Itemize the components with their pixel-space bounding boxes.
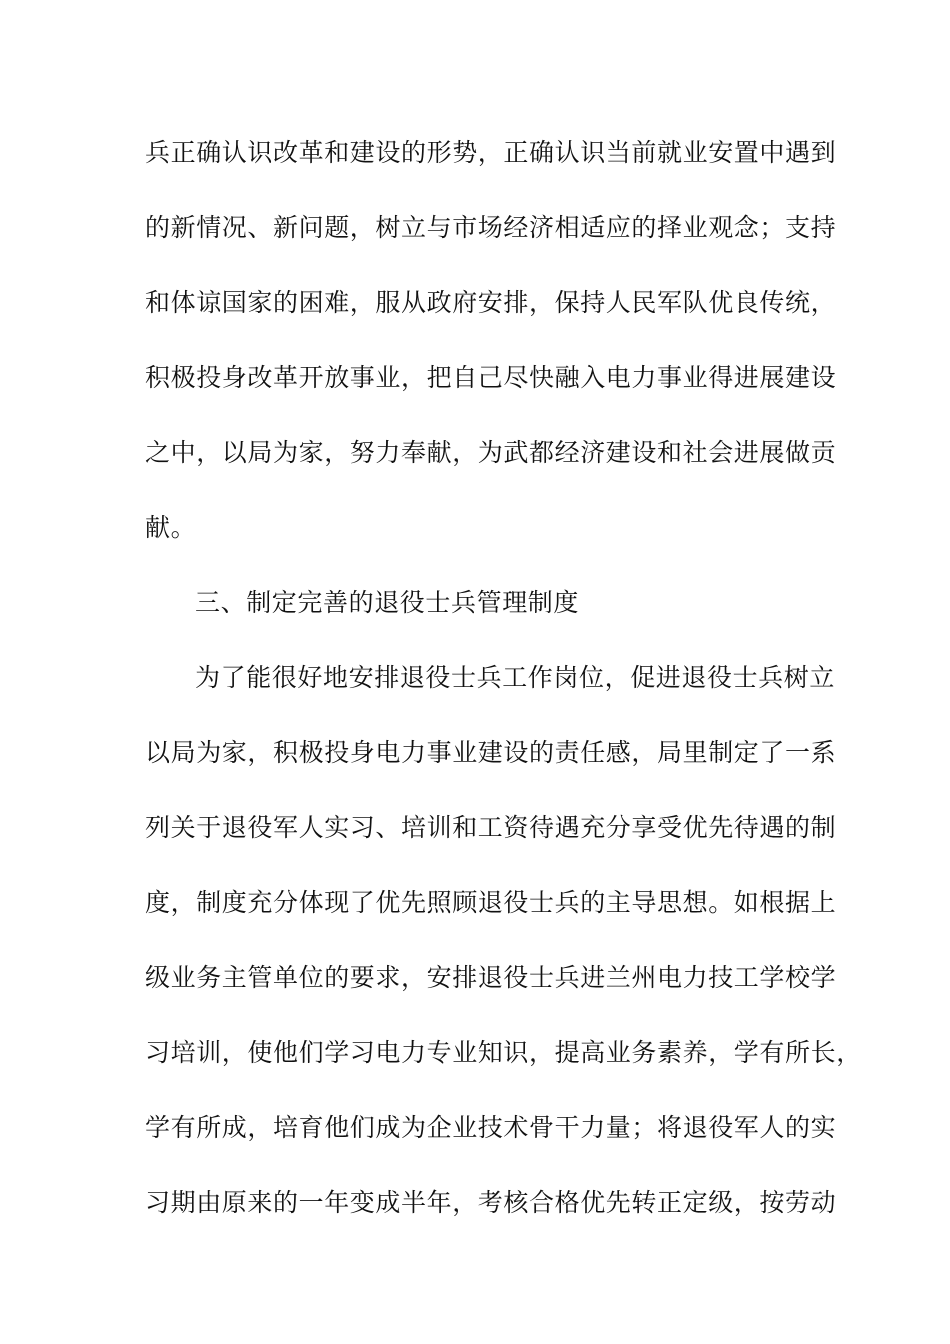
paragraph-line: 之中，以局为家，努力奉献，为武都经济建设和社会进展做贡: [145, 438, 837, 467]
paragraph-line: 习期由原来的一年变成半年，考核合格优先转正定级，按劳动: [145, 1188, 837, 1217]
paragraph-line: 级业务主管单位的要求，安排退役士兵进兰州电力技工学校学: [145, 963, 837, 992]
section-heading: 三、制定完善的退役士兵管理制度: [195, 588, 580, 617]
paragraph-line: 兵正确认识改革和建设的形势，正确认识当前就业安置中遇到: [145, 138, 837, 167]
paragraph-line: 的新情况、新问题，树立与市场经济相适应的择业观念；支持: [145, 213, 837, 242]
paragraph-first-line: 为了能很好地安排退役士兵工作岗位，促进退役士兵树立: [195, 663, 836, 692]
document-body: [145, 130, 862, 1255]
paragraph-line: 学有所成，培育他们成为企业技术骨干力量；将退役军人的实: [145, 1113, 837, 1142]
paragraph-line: 积极投身改革开放事业，把自己尽快融入电力事业得进展建设: [145, 363, 837, 392]
paragraph-line: 献。: [145, 513, 197, 542]
paragraph-line: 和体谅国家的困难，服从政府安排，保持人民军队优良传统，: [145, 288, 837, 317]
paragraph-line: 习培训，使他们学习电力专业知识，提高业务素养，学有所长，: [145, 1038, 862, 1067]
paragraph-line: 列关于退役军人实习、培训和工资待遇充分享受优先待遇的制: [145, 813, 837, 842]
paragraph-line: 度，制度充分体现了优先照顾退役士兵的主导思想。如根据上: [145, 888, 837, 917]
paragraph-line: 以局为家，积极投身电力事业建设的责任感，局里制定了一系: [145, 738, 837, 767]
